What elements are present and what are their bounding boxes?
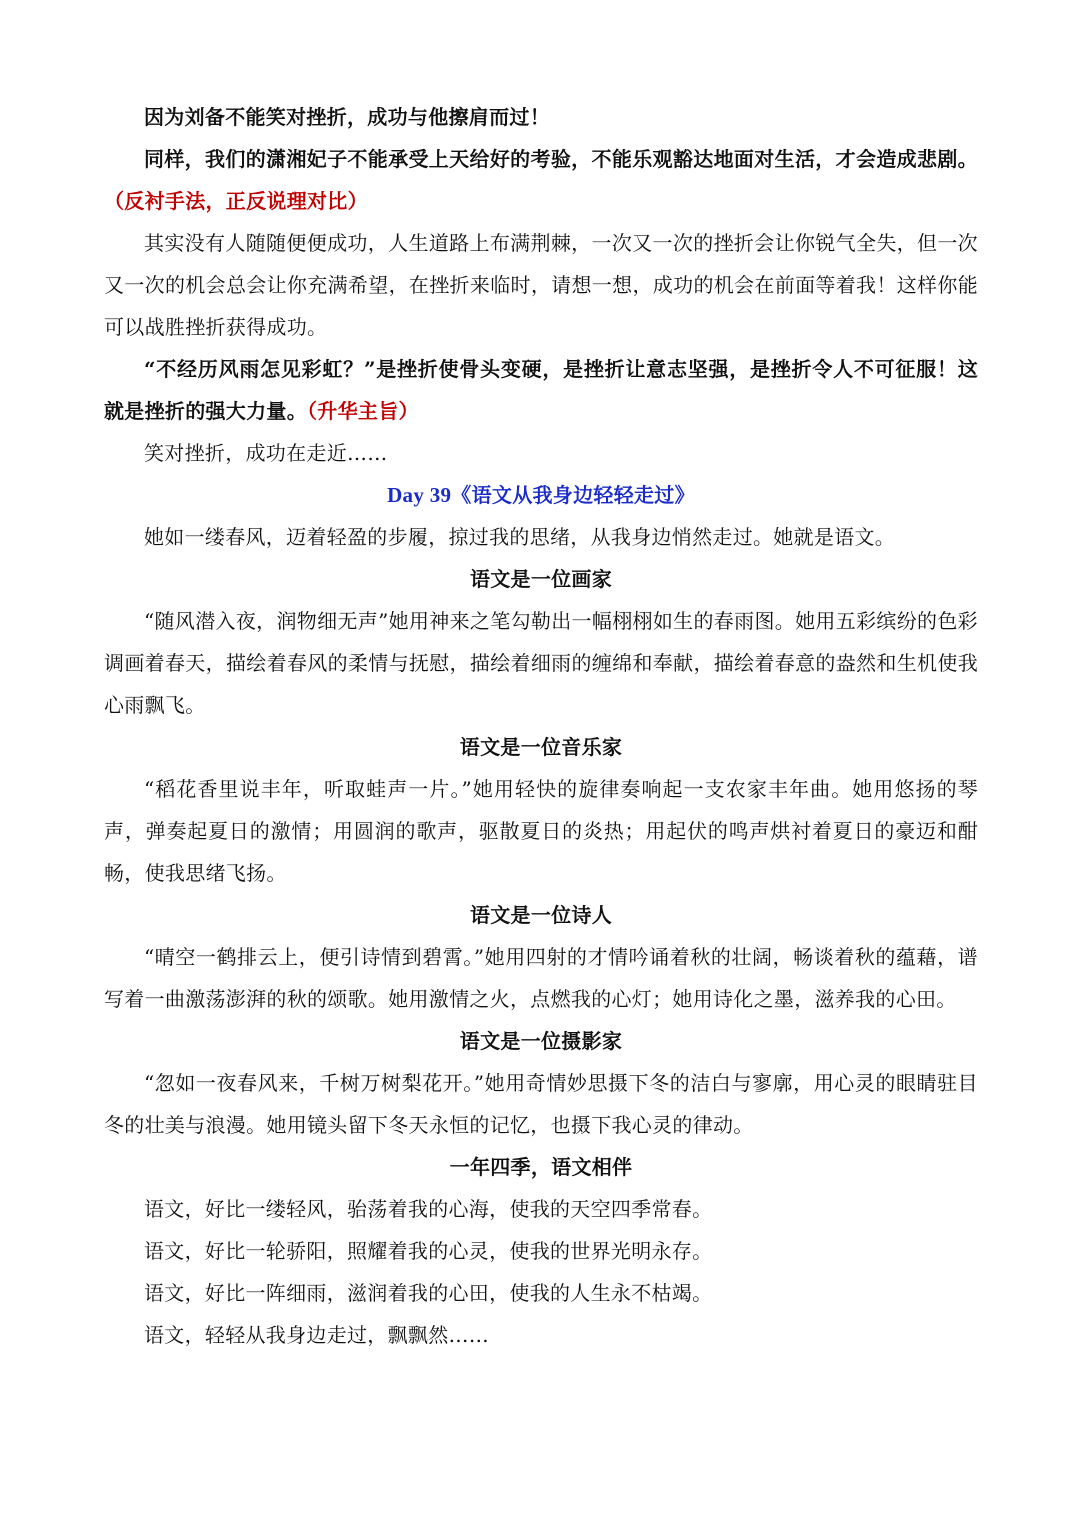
closing-line: 语文，好比一缕轻风，骀荡着我的心海，使我的天空四季常春。: [144, 1197, 713, 1221]
section-body-poet: “晴空一鹤排云上，便引诗情到碧霄。”她用四射的才情吟诵着秋的壮阔，畅谈着秋的蕴藉，谱写着一曲激荡澎湃的秋的颂歌。她用激情之火，点燃我的心灯；她用诗化之墨，滋养我的心田。: [104, 945, 978, 1011]
day-label: Day 39: [387, 483, 452, 507]
essay-opening: 她如一缕春风，迈着轻盈的步履，掠过我的思绪，从我身边悄然走过。她就是语文。: [144, 525, 896, 549]
section-heading-painter: 语文是一位画家: [469, 567, 613, 591]
intro-paragraph-4: [104, 348, 978, 432]
intro-paragraph-2-text: 同样，我们的潇湘妃子不能承受上天给好的考验，不能乐观豁达地面对生活，才会造成悲剧。: [144, 147, 978, 171]
annotation-theme: （升华主旨）: [307, 399, 419, 423]
section-heading-poet: 语文是一位诗人: [469, 903, 613, 927]
section-body-musician: “稻花香里说丰年，听取蛙声一片。”她用轻快的旋律奏响起一支农家丰年曲。她用悠扬的琴声，弹奏起夏日的激情；用圆润的歌声，驱散夏日的炎热；用起伏的鸣声烘衬着夏日的豪迈和酣畅，使我思绪飞扬。: [104, 777, 978, 885]
intro-paragraph-5: 笑对挫折，成功在走近……: [144, 441, 388, 465]
closing-line: 语文，好比一轮骄阳，照耀着我的心灵，使我的世界光明永存。: [144, 1239, 713, 1263]
annotation-contrast: （反衬手法，正反说理对比）: [104, 189, 368, 213]
closing-heading: 一年四季，语文相伴: [449, 1155, 633, 1179]
essay-title: [104, 474, 978, 516]
document-page: [104, 96, 978, 1356]
section-heading-musician: 语文是一位音乐家: [459, 735, 623, 759]
intro-paragraph-4-text: “不经历风雨怎见彩虹？”是挫折使骨头变硬，是挫折让意志坚强，是挫折令人不可征服！这就是挫折的强大力量。: [104, 357, 978, 423]
section-heading-photographer: 语文是一位摄影家: [459, 1029, 623, 1053]
closing-line: 语文，好比一阵细雨，滋润着我的心田，使我的人生永不枯竭。: [144, 1281, 713, 1305]
closing-line: 语文，轻轻从我身边走过，飘飘然……: [144, 1323, 490, 1347]
essay-title-text: 《语文从我身边轻轻走过》: [451, 483, 695, 507]
intro-paragraph-2: [104, 138, 978, 222]
intro-paragraph-1: 因为刘备不能笑对挫折，成功与他擦肩而过！: [144, 105, 550, 129]
section-body-painter: “随风潜入夜，润物细无声”她用神来之笔勾勒出一幅栩栩如生的春雨图。她用五彩缤纷的色彩调画着春天，描绘着春风的柔情与抚慰，描绘着细雨的缠绵和奉献，描绘着春意的盎然和生机使我心雨飘飞。: [104, 609, 978, 717]
intro-paragraph-3: 其实没有人随随便便成功，人生道路上布满荆棘，一次又一次的挫折会让你锐气全失，但一次又一次的机会总会让你充满希望，在挫折来临时，请想一想，成功的机会在前面等着我！这样你能可以战胜挫折获得成功。: [104, 231, 978, 339]
section-body-photographer: “忽如一夜春风来，千树万树梨花开。”她用奇情妙思摄下冬的洁白与寥廓，用心灵的眼睛驻目冬的壮美与浪漫。她用镜头留下冬天永恒的记忆，也摄下我心灵的律动。: [104, 1071, 978, 1137]
